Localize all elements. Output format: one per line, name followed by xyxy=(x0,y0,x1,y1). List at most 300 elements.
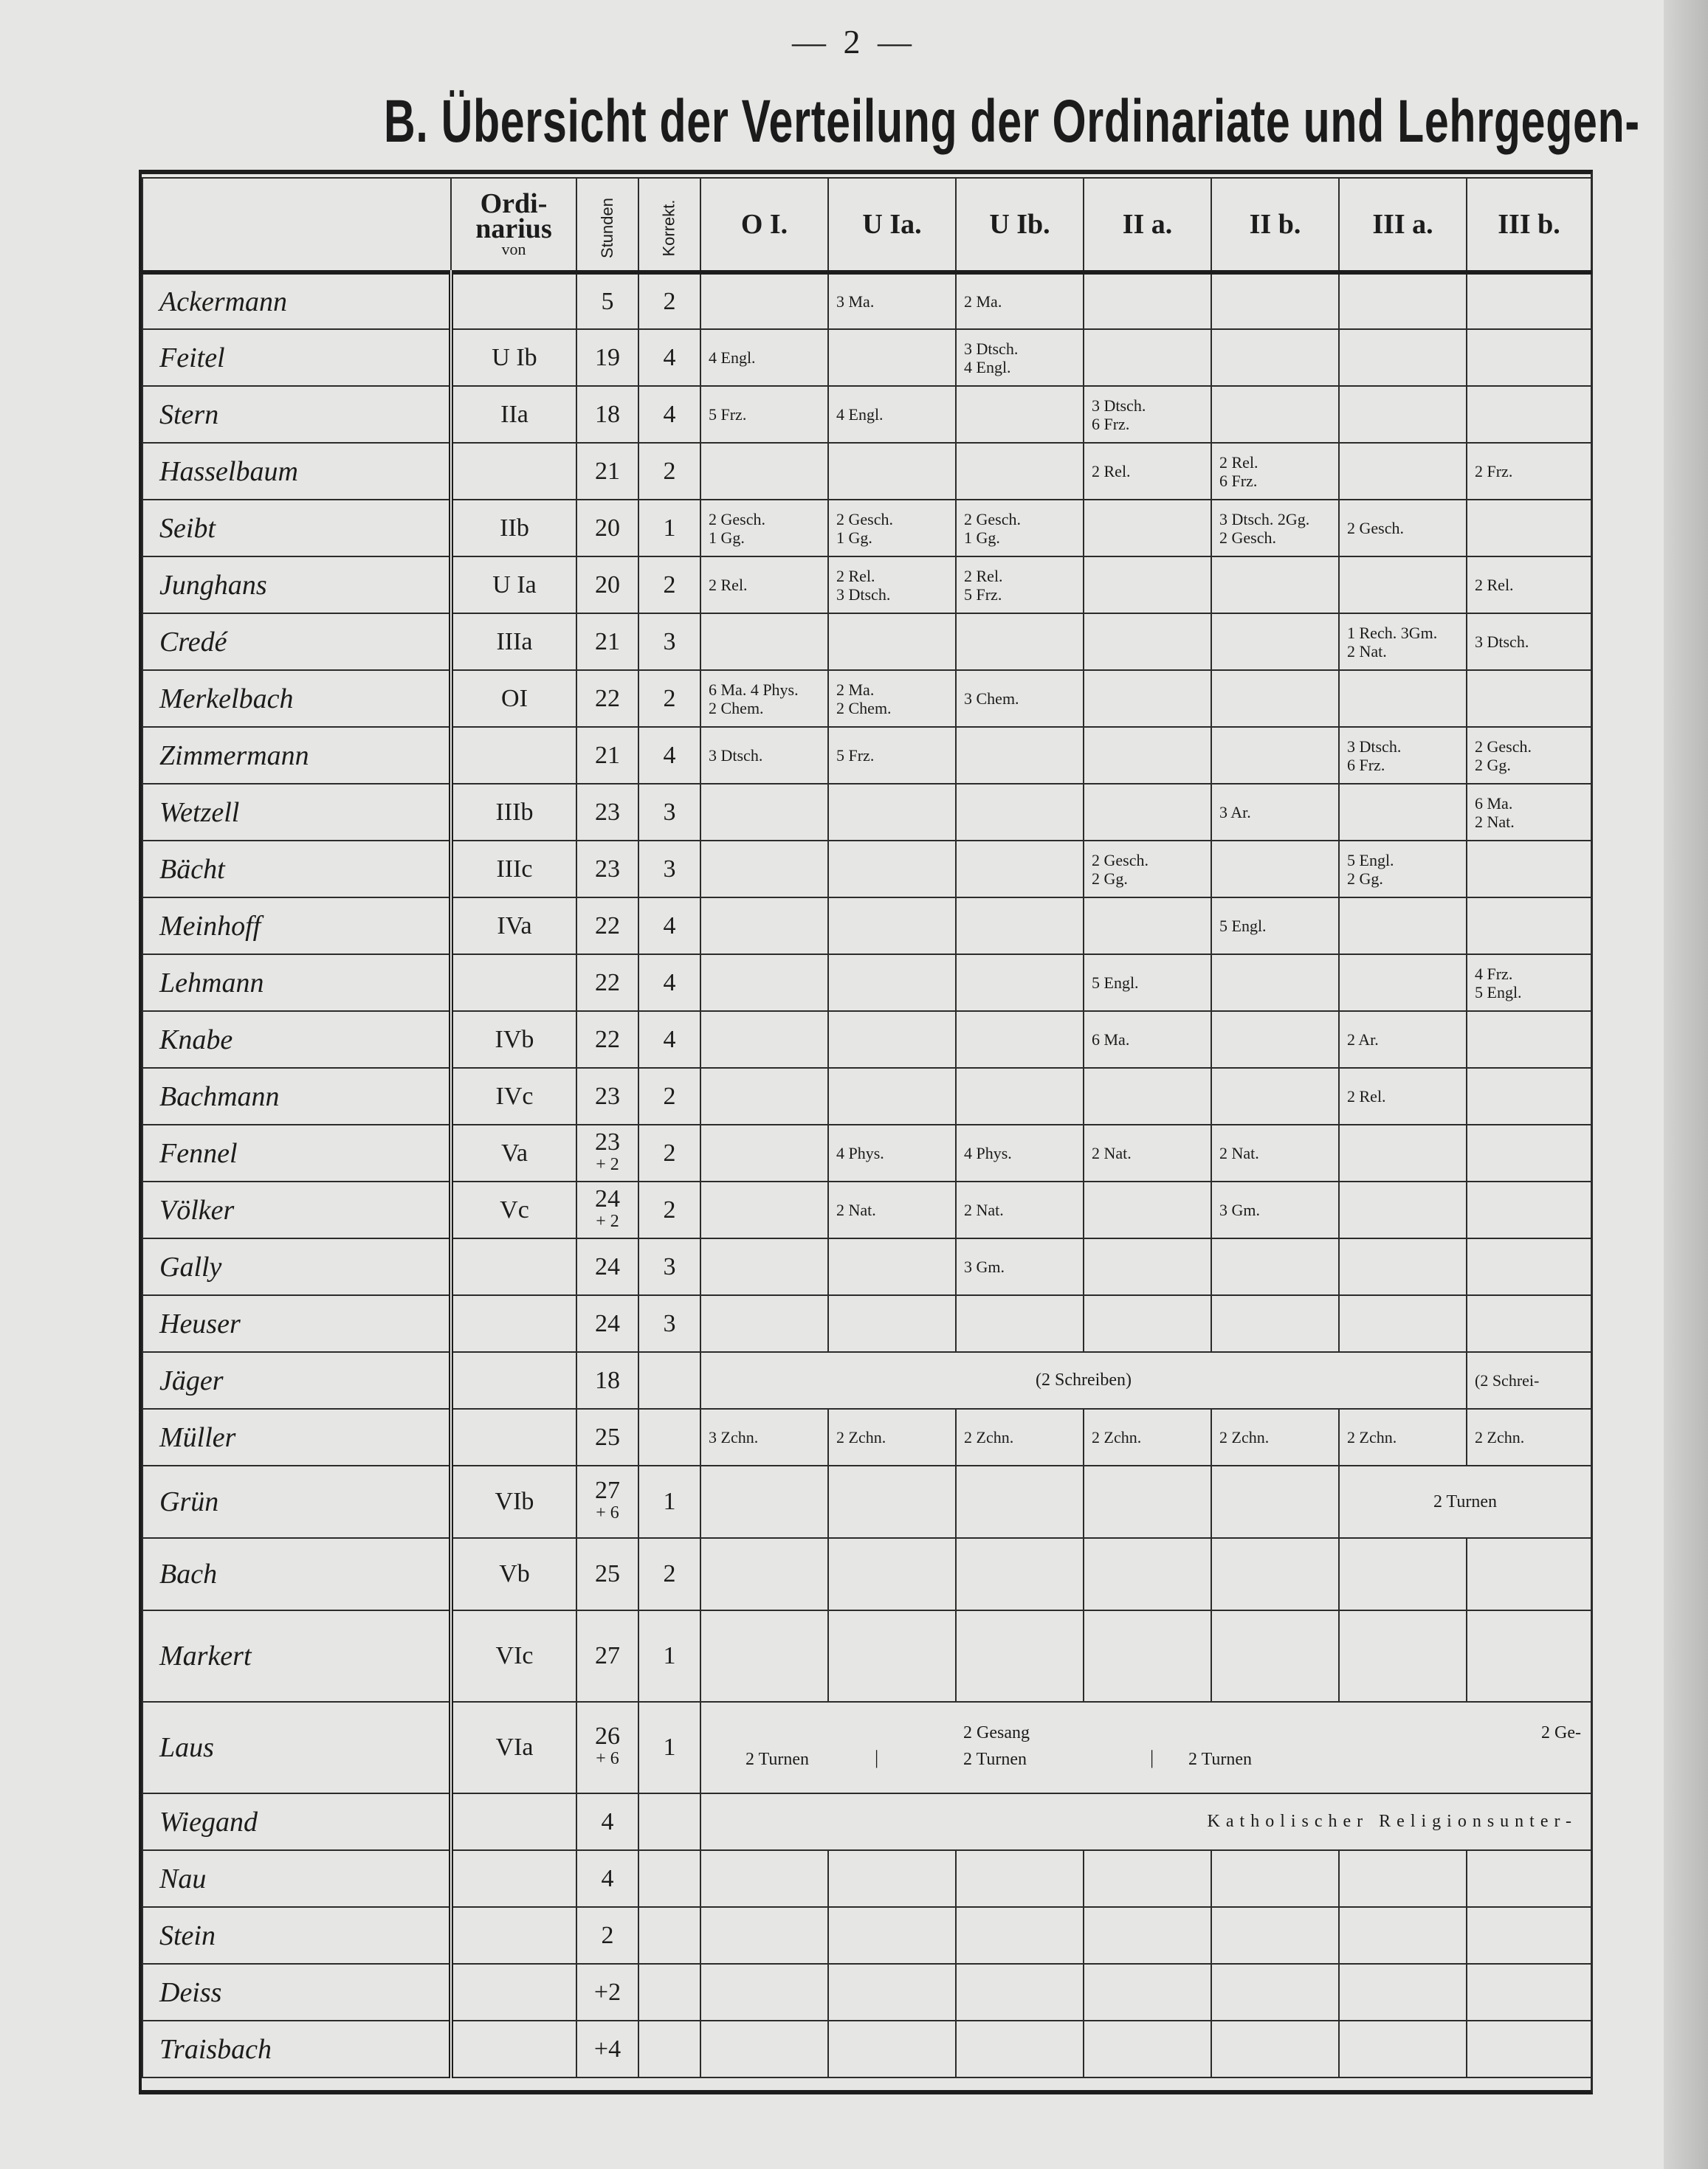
hours-extra: + 6 xyxy=(596,1749,619,1768)
subject-cell xyxy=(1211,386,1339,443)
table-row xyxy=(142,329,1591,386)
subject-line: 3 Dtsch. xyxy=(709,746,763,765)
subject-cell xyxy=(1084,500,1211,556)
subject-cell xyxy=(1467,1011,1591,1068)
subject-line: 2 Gesch. xyxy=(709,509,765,528)
subject-cell xyxy=(1467,1610,1591,1702)
teacher-name: Heuser xyxy=(142,1295,451,1352)
ordinarius-cell xyxy=(451,727,576,784)
hours-cell xyxy=(576,500,638,556)
subject-line: 6 Frz. xyxy=(1347,755,1385,774)
subject-cell xyxy=(1084,1610,1211,1702)
special-rows xyxy=(142,1352,1591,1850)
subject-cell xyxy=(700,329,828,386)
subject-cell xyxy=(1211,1466,1339,1538)
subject-cell xyxy=(956,784,1084,841)
distribution-table xyxy=(142,177,1592,2078)
subject-cell xyxy=(956,613,1084,670)
subject-cell: 2 Zchn. xyxy=(1211,1409,1339,1466)
subject-line: 2 Nat. xyxy=(1092,1144,1132,1162)
table-row xyxy=(142,386,1591,443)
hours-cell xyxy=(576,272,638,329)
ordinarius-cell xyxy=(451,1295,576,1352)
subject-cell xyxy=(1339,2021,1467,2077)
subject-cell xyxy=(828,1182,956,1238)
ordinarius-cell xyxy=(451,2021,576,2077)
subject-cell xyxy=(1339,329,1467,386)
hours-main: 23 xyxy=(595,1082,620,1110)
subject-cell xyxy=(1084,2021,1211,2077)
subject-cell xyxy=(828,1238,956,1295)
korrekt-cell: 2 xyxy=(638,1125,700,1182)
subject-cell xyxy=(700,1238,828,1295)
subject-cell xyxy=(828,954,956,1011)
subject-cell xyxy=(1211,1238,1339,1295)
hours-cell xyxy=(576,1068,638,1125)
subject-cell xyxy=(1084,272,1211,329)
subject-cell xyxy=(1467,1538,1591,1610)
header-class-IIIa: III a. xyxy=(1339,178,1467,272)
subject-cell xyxy=(1467,556,1591,613)
table-row-wiegand xyxy=(142,1793,1591,1850)
table-row xyxy=(142,1964,1591,2021)
hours-cell xyxy=(576,897,638,954)
hours-main: 22 xyxy=(595,684,620,712)
subject-cell xyxy=(956,841,1084,897)
subject-cell xyxy=(956,386,1084,443)
subject-cell xyxy=(1339,1238,1467,1295)
ordinarius-cell: IVb xyxy=(451,1011,576,1068)
subject-cell xyxy=(1211,1907,1339,1964)
subject-cell xyxy=(828,1964,956,2021)
subject-cell xyxy=(956,443,1084,500)
subject-cell xyxy=(700,954,828,1011)
teacher-name: Bächt xyxy=(142,841,451,897)
subject-cell xyxy=(956,1466,1084,1538)
page-number: — 2 — xyxy=(792,23,916,61)
teacher-name: Hasselbaum xyxy=(142,443,451,500)
table-row xyxy=(142,613,1591,670)
subject-cell xyxy=(1211,1850,1339,1907)
korrekt-cell: 2 xyxy=(638,443,700,500)
subject-line: 3 Chem. xyxy=(964,689,1019,708)
korrekt-cell: 3 xyxy=(638,1295,700,1352)
subject-cell: 2 Zchn. xyxy=(1339,1409,1467,1466)
subject-cell: 2 Zchn. xyxy=(828,1409,956,1466)
subject-cell xyxy=(828,329,956,386)
subject-cell xyxy=(1211,1538,1339,1610)
subject-cell xyxy=(1467,841,1591,897)
subject-cell xyxy=(1339,386,1467,443)
table-row xyxy=(142,784,1591,841)
table-row xyxy=(142,1125,1591,1182)
ordinarius-cell xyxy=(451,1850,576,1907)
ordinarius-cell: VIa xyxy=(451,1702,576,1793)
subject-cell xyxy=(1467,1182,1591,1238)
subject-cell xyxy=(828,1610,956,1702)
hours-cell xyxy=(576,1238,638,1295)
subject-cell xyxy=(1211,897,1339,954)
header-class-IIIb: III b. xyxy=(1467,178,1591,272)
subject-cell xyxy=(828,1295,956,1352)
teacher-rows xyxy=(142,272,1591,1352)
subject-cell xyxy=(956,1125,1084,1182)
hours-cell xyxy=(576,670,638,727)
korrekt-cell: 1 xyxy=(638,500,700,556)
subject-cell xyxy=(1339,1011,1467,1068)
ordinarius-cell xyxy=(451,1907,576,1964)
subject-cell xyxy=(956,329,1084,386)
korrekt-cell xyxy=(638,1964,700,2021)
subject-cell xyxy=(828,897,956,954)
subject-cell xyxy=(1467,670,1591,727)
subject-line: 6 Ma. xyxy=(1092,1030,1130,1049)
hours-cell: 27 xyxy=(576,1610,638,1702)
table-row-jaeger xyxy=(142,1352,1591,1409)
subject-cell xyxy=(700,1610,828,1702)
hours-cell xyxy=(576,1702,638,1793)
hours-cell xyxy=(576,613,638,670)
hours-main: 23 xyxy=(595,855,620,883)
teacher-name: Jäger xyxy=(142,1352,451,1409)
table-row xyxy=(142,1238,1591,1295)
subject-cell xyxy=(1211,329,1339,386)
subject-cell xyxy=(956,1295,1084,1352)
korrekt-cell: 2 xyxy=(638,1182,700,1238)
korrekt-cell: 4 xyxy=(638,954,700,1011)
subject-line: 3 Ma. xyxy=(836,292,875,311)
header-name-col xyxy=(142,178,451,272)
teacher-name: Markert xyxy=(142,1610,451,1702)
subject-line: 3 Gm. xyxy=(1219,1201,1260,1219)
hours-cell xyxy=(576,1125,638,1182)
religion-span: Katholischer Religionsunter- xyxy=(700,1793,1591,1850)
subject-line: 2 Gg. xyxy=(1092,869,1128,888)
korrekt-cell: 4 xyxy=(638,897,700,954)
subject-cell xyxy=(1084,556,1211,613)
header-class-UIa: U Ia. xyxy=(828,178,956,272)
subject-cell xyxy=(1339,1182,1467,1238)
hours-main: 22 xyxy=(595,1025,620,1053)
subject-line: 2 Nat. xyxy=(1475,812,1515,831)
teacher-name: Zimmermann xyxy=(142,727,451,784)
table-row-bach xyxy=(142,1538,1591,1610)
header-class-UIb: U Ib. xyxy=(956,178,1084,272)
table-row xyxy=(142,272,1591,329)
hours-main: 21 xyxy=(595,457,620,485)
subject-cell xyxy=(1084,784,1211,841)
ordinarius-cell xyxy=(451,954,576,1011)
korrekt-cell: 2 xyxy=(638,556,700,613)
korrekt-cell xyxy=(638,2021,700,2077)
subject-cell xyxy=(956,1850,1084,1907)
subject-cell xyxy=(1084,727,1211,784)
subject-cell xyxy=(828,613,956,670)
hours-main: 24 xyxy=(595,1184,620,1213)
subject-cell xyxy=(1084,1964,1211,2021)
table-row xyxy=(142,841,1591,897)
subject-line: 4 Phys. xyxy=(964,1144,1012,1162)
ordinarius-cell xyxy=(451,1964,576,2021)
subject-line: 5 Engl. xyxy=(1475,982,1522,1001)
subject-cell xyxy=(700,1538,828,1610)
subject-line: 5 Frz. xyxy=(836,746,875,765)
hours-cell xyxy=(576,556,638,613)
ordinarius-cell: IVa xyxy=(451,897,576,954)
ordinarius-cell xyxy=(451,272,576,329)
subject-cell xyxy=(1339,1295,1467,1352)
subject-line: 2 Gesch. xyxy=(836,509,893,528)
subject-cell xyxy=(956,1068,1084,1125)
subject-cell xyxy=(1339,1068,1467,1125)
hours-cell xyxy=(576,1182,638,1238)
subject-cell xyxy=(1467,329,1591,386)
ordinarius-cell: IIb xyxy=(451,500,576,556)
subject-line: 2 Rel. xyxy=(709,576,748,594)
distribution-table-frame xyxy=(139,170,1593,2094)
laus-turnen-3: 2 Turnen xyxy=(1188,1750,1253,1769)
subject-cell xyxy=(828,1011,956,1068)
hours-cell xyxy=(576,1295,638,1352)
subject-line: 4 Frz. xyxy=(1475,964,1513,983)
teacher-name: Müller xyxy=(142,1409,451,1466)
hours-cell: 18 xyxy=(576,1352,638,1409)
subject-cell xyxy=(1211,500,1339,556)
subject-cell xyxy=(700,1182,828,1238)
subject-cell xyxy=(956,954,1084,1011)
table-row xyxy=(142,2021,1591,2077)
subject-line: 3 Ar. xyxy=(1219,803,1251,821)
subject-cell xyxy=(1211,556,1339,613)
ordinarius-cell xyxy=(451,1238,576,1295)
subject-cell xyxy=(828,2021,956,2077)
subject-line: 6 Frz. xyxy=(1219,471,1258,490)
korrekt-cell: 1 xyxy=(638,1466,700,1538)
subject-line: 2 Nat. xyxy=(964,1201,1004,1219)
header-korrekt: Korrekt. xyxy=(638,178,700,272)
table-row xyxy=(142,1907,1591,1964)
table-row xyxy=(142,727,1591,784)
table-row xyxy=(142,443,1591,500)
subject-cell xyxy=(1339,1964,1467,2021)
subject-cell xyxy=(956,1011,1084,1068)
subject-cell xyxy=(1467,1068,1591,1125)
subject-cell xyxy=(956,1182,1084,1238)
laus-turnen-1: 2 Turnen xyxy=(745,1750,810,1769)
subject-cell xyxy=(1211,841,1339,897)
teacher-name: Junghans xyxy=(142,556,451,613)
subject-cell xyxy=(1339,500,1467,556)
hours-main: 21 xyxy=(595,627,620,655)
subject-line: 1 Gg. xyxy=(836,528,872,547)
teacher-name: Fennel xyxy=(142,1125,451,1182)
remaining-rows xyxy=(142,1850,1591,2077)
korrekt-cell: 3 xyxy=(638,841,700,897)
teacher-name: Wiegand xyxy=(142,1793,451,1850)
subject-line: 4 Engl. xyxy=(836,405,884,424)
subject-line: 2 Gg. xyxy=(1347,869,1383,888)
korrekt-cell: 4 xyxy=(638,329,700,386)
header-ordinarius-von: von xyxy=(501,240,526,258)
subject-line: 2 Gesch. xyxy=(1092,850,1149,869)
subject-cell xyxy=(1467,1850,1591,1907)
subject-cell: 3 Zchn. xyxy=(700,1409,828,1466)
subject-cell xyxy=(1084,897,1211,954)
header-class-IIb: II b. xyxy=(1211,178,1339,272)
ordinarius-cell xyxy=(451,1352,576,1409)
subject-cell xyxy=(828,272,956,329)
teacher-name: Feitel xyxy=(142,329,451,386)
hours-main: 5 xyxy=(601,287,614,315)
subject-cell xyxy=(1339,613,1467,670)
ordinarius-cell: U Ib xyxy=(451,329,576,386)
subject-cell xyxy=(828,500,956,556)
subject-cell xyxy=(1467,1964,1591,2021)
subject-cell xyxy=(700,272,828,329)
hours-main: 26 xyxy=(595,1723,620,1750)
table-row-markert xyxy=(142,1610,1591,1702)
subject-cell xyxy=(700,1964,828,2021)
hours-main: 22 xyxy=(595,968,620,996)
laus-span xyxy=(700,1702,1591,1793)
hours-main: 23 xyxy=(595,1128,620,1156)
subject-cell xyxy=(956,727,1084,784)
subject-cell xyxy=(700,897,828,954)
turnen-span: 2 Turnen xyxy=(1339,1466,1591,1538)
subject-cell xyxy=(1339,670,1467,727)
subject-cell xyxy=(1084,954,1211,1011)
teacher-name: Bach xyxy=(142,1538,451,1610)
teacher-name: Deiss xyxy=(142,1964,451,2021)
hours-extra: + 6 xyxy=(596,1503,619,1523)
subject-line: 2 Frz. xyxy=(1475,462,1513,480)
teacher-name: Merkelbach xyxy=(142,670,451,727)
subject-cell xyxy=(700,784,828,841)
subject-cell xyxy=(956,2021,1084,2077)
korrekt-cell xyxy=(638,1850,700,1907)
subject-line: 1 Rech. 3Gm. xyxy=(1347,623,1438,642)
ordinarius-cell: IIa xyxy=(451,386,576,443)
subject-line: 4 Phys. xyxy=(836,1144,884,1162)
teacher-name: Lehmann xyxy=(142,954,451,1011)
subject-line: 2 Gesch. xyxy=(964,509,1021,528)
table-row xyxy=(142,1011,1591,1068)
hours-cell: 25 xyxy=(576,1409,638,1466)
korrekt-cell: 2 xyxy=(638,1538,700,1610)
table-row xyxy=(142,556,1591,613)
hours-cell xyxy=(576,727,638,784)
subject-line: 2 Rel. xyxy=(964,566,1003,585)
subject-cell xyxy=(1467,500,1591,556)
subject-cell xyxy=(700,500,828,556)
laus-span-content xyxy=(701,1703,1591,1793)
schreiben-span: (2 Schreiben) xyxy=(700,1352,1467,1409)
subject-cell xyxy=(1084,1125,1211,1182)
subject-line: 3 Dtsch. xyxy=(836,585,891,604)
hours-main: 20 xyxy=(595,570,620,599)
subject-cell xyxy=(1084,1182,1211,1238)
subject-cell xyxy=(1211,2021,1339,2077)
subject-line: 6 Ma. 4 Phys. xyxy=(709,680,799,699)
subject-cell xyxy=(1467,1907,1591,1964)
subject-cell xyxy=(828,1466,956,1538)
subject-line: 3 Gm. xyxy=(964,1258,1005,1276)
subject-cell xyxy=(700,386,828,443)
teacher-name: Grün xyxy=(142,1466,451,1538)
subject-line: 2 Nat. xyxy=(1347,641,1387,661)
subject-cell xyxy=(1339,272,1467,329)
subject-cell xyxy=(956,500,1084,556)
korrekt-cell xyxy=(638,1793,700,1850)
subject-cell xyxy=(1339,1907,1467,1964)
subject-cell xyxy=(956,670,1084,727)
teacher-name: Meinhoff xyxy=(142,897,451,954)
subject-cell xyxy=(956,897,1084,954)
subject-cell xyxy=(700,1068,828,1125)
ordinarius-cell: IVc xyxy=(451,1068,576,1125)
subject-line: 3 Dtsch. 2Gg. xyxy=(1219,509,1310,528)
subject-cell xyxy=(956,556,1084,613)
teacher-name: Stern xyxy=(142,386,451,443)
subject-cell xyxy=(956,1238,1084,1295)
hours-extra: + 2 xyxy=(596,1211,619,1231)
subject-cell xyxy=(828,670,956,727)
subject-cell xyxy=(1339,954,1467,1011)
ordinarius-cell: Va xyxy=(451,1125,576,1182)
subject-cell xyxy=(828,784,956,841)
subject-cell xyxy=(828,727,956,784)
subject-cell xyxy=(1211,1068,1339,1125)
korrekt-cell: 1 xyxy=(638,1610,700,1702)
hours-cell: 2 xyxy=(576,1907,638,1964)
hours-main: 22 xyxy=(595,911,620,939)
subject-cell xyxy=(1211,443,1339,500)
subject-cell xyxy=(700,1011,828,1068)
subject-cell xyxy=(1467,1125,1591,1182)
subject-cell xyxy=(828,556,956,613)
subject-cell xyxy=(1211,1125,1339,1182)
header-row xyxy=(142,178,1591,272)
subject-cell xyxy=(700,2021,828,2077)
subject-line: 2 Ma. xyxy=(836,680,875,699)
table-row xyxy=(142,1850,1591,1907)
subject-cell xyxy=(1084,1850,1211,1907)
subject-line: 2 Rel. xyxy=(1219,452,1258,472)
subject-cell xyxy=(1467,386,1591,443)
korrekt-cell: 3 xyxy=(638,1238,700,1295)
page-title: B. Übersicht der Verteilung der Ordinariate und Lehrgegen- xyxy=(384,88,1640,155)
subject-line: 2 Ma. xyxy=(964,292,1002,311)
hours-cell xyxy=(576,329,638,386)
subject-cell xyxy=(1339,841,1467,897)
subject-cell xyxy=(828,1850,956,1907)
subject-line: 5 Engl. xyxy=(1092,973,1139,992)
teacher-name: Knabe xyxy=(142,1011,451,1068)
teacher-name: Völker xyxy=(142,1182,451,1238)
hours-cell: 4 xyxy=(576,1793,638,1850)
ordinarius-cell: IIIb xyxy=(451,784,576,841)
hours-cell xyxy=(576,443,638,500)
subject-line: 2 Rel. xyxy=(1092,462,1131,480)
ordinarius-cell xyxy=(451,443,576,500)
subject-cell xyxy=(700,613,828,670)
subject-cell xyxy=(1211,1182,1339,1238)
subject-line: 2 Rel. xyxy=(1475,576,1514,594)
hours-main: 23 xyxy=(595,798,620,826)
teacher-name: Credé xyxy=(142,613,451,670)
subject-line: 6 Frz. xyxy=(1092,414,1130,433)
subject-cell xyxy=(828,1538,956,1610)
